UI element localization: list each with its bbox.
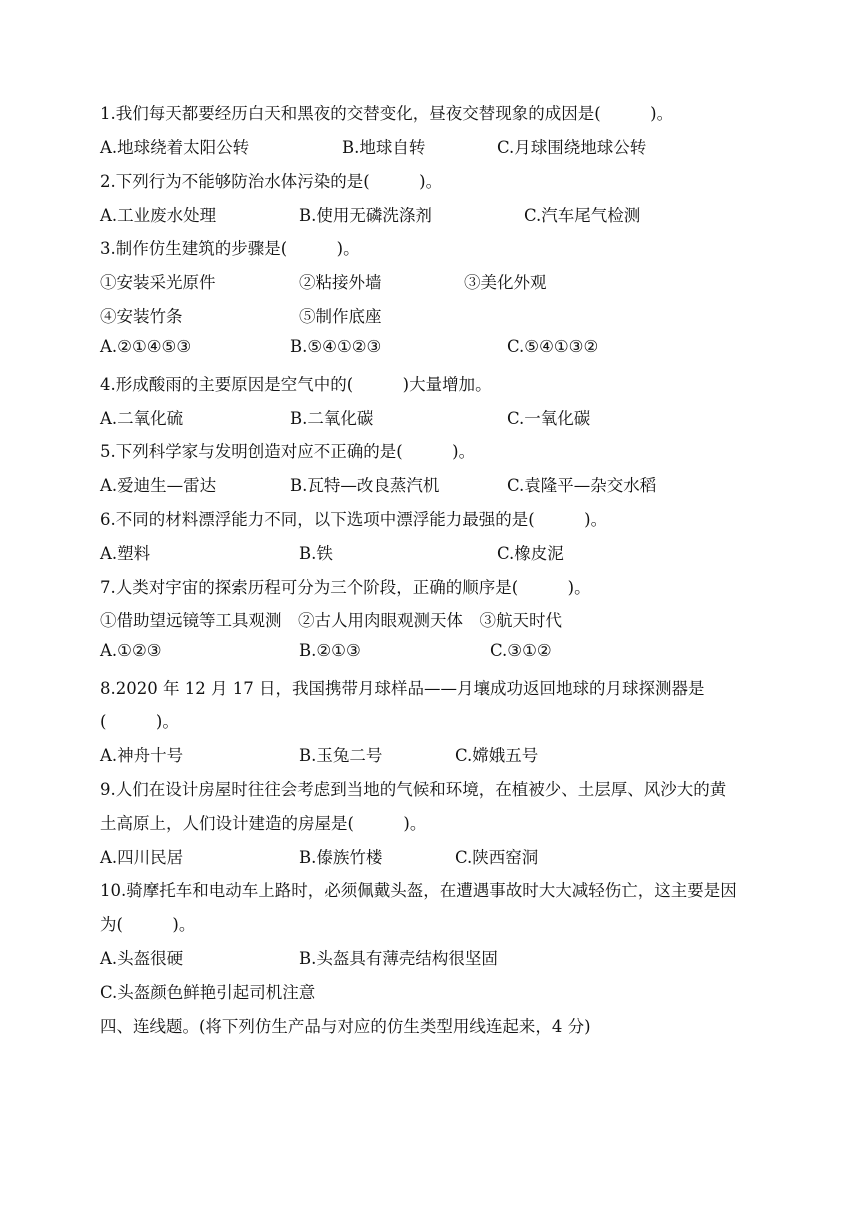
- question-9-cont: 土高原上，人们设计建造的房屋是( )。: [100, 814, 427, 833]
- q4-option-b: B.二氧化碳: [290, 409, 374, 428]
- q4-option-c: C.一氧化碳: [507, 409, 591, 428]
- q7-option-a: A.①②③: [100, 641, 162, 660]
- q1-option-c: C.月球围绕地球公转: [497, 138, 647, 157]
- q6-option-c: C.橡皮泥: [497, 544, 564, 563]
- q10-option-a: A.头盔很硬: [100, 949, 184, 968]
- q2-option-b: B.使用无磷洗涤剂: [299, 206, 432, 225]
- q7-steps: ①借助望远镜等工具观测 ②古人用肉眼观测天体 ③航天时代: [100, 611, 562, 630]
- question-4: 4.形成酸雨的主要原因是空气中的( )大量增加。: [100, 375, 492, 394]
- q1-option-a: A.地球绕着太阳公转: [100, 138, 250, 157]
- q8-option-c: C.嫦娥五号: [455, 746, 539, 765]
- section-4-heading: 四、连线题。(将下列仿生产品与对应的仿生类型用线连起来，4 分): [100, 1017, 591, 1036]
- question-3: 3.制作仿生建筑的步骤是( )。: [100, 239, 360, 258]
- q3-step-3: ③美化外观: [464, 273, 547, 292]
- q7-option-b: B.②①③: [299, 641, 361, 660]
- q8-option-a: A.神舟十号: [100, 746, 184, 765]
- q5-option-b: B.瓦特—改良蒸汽机: [290, 476, 440, 495]
- question-1: 1.我们每天都要经历白天和黑夜的交替变化，昼夜交替现象的成因是( )。: [100, 104, 674, 123]
- q9-option-c: C.陕西窑洞: [455, 848, 539, 867]
- q3-step-1: ①安装采光原件: [100, 273, 216, 292]
- q9-option-b: B.傣族竹楼: [299, 848, 383, 867]
- q10-option-b: B.头盔具有薄壳结构很坚固: [299, 949, 498, 968]
- q2-option-a: A.工业废水处理: [100, 206, 217, 225]
- q10-option-c: C.头盔颜色鲜艳引起司机注意: [100, 983, 316, 1002]
- question-2: 2.下列行为不能够防治水体污染的是( )。: [100, 172, 443, 191]
- q3-option-a: A.②①④⑤③: [100, 337, 192, 356]
- question-10: 10.骑摩托车和电动车上路时，必须佩戴头盔，在遭遇事故时大大减轻伤亡，这主要是因: [100, 881, 737, 900]
- q6-option-a: A.塑料: [100, 544, 151, 563]
- q2-option-c: C.汽车尾气检测: [524, 206, 641, 225]
- q4-option-a: A.二氧化硫: [100, 409, 184, 428]
- q5-option-a: A.爱迪生—雷达: [100, 476, 217, 495]
- question-5: 5.下列科学家与发明创造对应不正确的是( )。: [100, 442, 476, 461]
- q1-option-b: B.地球自转: [342, 138, 426, 157]
- question-8-cont: ( )。: [100, 712, 179, 731]
- question-9: 9.人们在设计房屋时往往会考虑到当地的气候和环境，在植被少、土层厚、风沙大的黄: [100, 780, 727, 799]
- question-7: 7.人类对宇宙的探索历程可分为三个阶段，正确的顺序是( )。: [100, 578, 591, 597]
- q3-step-2: ②粘接外墙: [299, 273, 382, 292]
- q7-option-c: C.③①②: [490, 641, 552, 660]
- q9-option-a: A.四川民居: [100, 848, 184, 867]
- q5-option-c: C.袁隆平—杂交水稻: [507, 476, 657, 495]
- q3-option-c: C.⑤④①③②: [507, 337, 599, 356]
- question-10-cont: 为( )。: [100, 915, 196, 934]
- q8-option-b: B.玉兔二号: [299, 746, 383, 765]
- question-8: 8.2020 年 12 月 17 日，我国携带月球样品——月壤成功返回地球的月球探测器是: [100, 679, 705, 698]
- q6-option-b: B.铁: [299, 544, 333, 563]
- q3-step-5: ⑤制作底座: [299, 307, 382, 326]
- q3-option-b: B.⑤④①②③: [290, 337, 382, 356]
- question-6: 6.不同的材料漂浮能力不同，以下选项中漂浮能力最强的是( )。: [100, 510, 608, 529]
- q3-step-4: ④安装竹条: [100, 307, 183, 326]
